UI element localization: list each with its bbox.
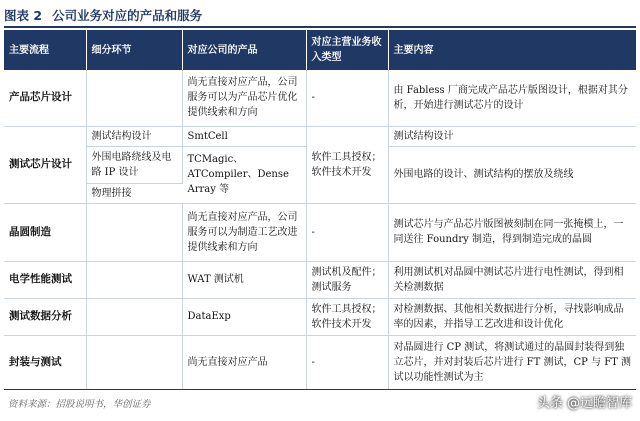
header-main-content: 主要内容 — [388, 30, 636, 70]
cell-main-content: 测试结构设计 — [388, 126, 636, 146]
cell-product: 尚无直接对应产品，公司服务可以为产品芯片优化提供线索和方向 — [182, 70, 306, 126]
source-note: 资料来源：招股说明书，华创证券 — [8, 399, 151, 410]
cell-process: 测试芯片设计 — [4, 126, 86, 203]
cell-process: 产品芯片设计 — [4, 70, 86, 126]
cell-main-content: 对检测数据、其他相关数据进行分析，寻找影响成品率的因素，并指导工艺改进和设计优化 — [388, 298, 636, 335]
cell-product: 尚无直接对应产品 — [182, 335, 306, 389]
cell-revenue-type: 测试机及配件；测试服务 — [306, 261, 388, 298]
cell-revenue-type: - — [306, 335, 388, 389]
cell-revenue-type: - — [306, 203, 388, 261]
header-product: 对应公司的产品 — [182, 30, 306, 70]
figure-title-text: 公司业务对应的产品和服务 — [52, 8, 203, 23]
cell-revenue-type: - — [306, 70, 388, 126]
cell-main-content: 外围电路的设计、测试结构的摆放及绕线 — [388, 146, 636, 203]
cell-sub-step — [86, 261, 182, 298]
cell-sub-step — [86, 203, 182, 261]
table-header-row — [4, 30, 636, 70]
cell-product: SmtCell — [182, 126, 306, 146]
table-row — [4, 126, 636, 146]
cell-main-content: 测试芯片与产品芯片版图被刻制在同一张掩模上，一同送往 Foundry 制造，得到制造完成的晶圆 — [388, 203, 636, 261]
figure-title — [4, 4, 636, 28]
table-row — [4, 298, 636, 335]
watermark: 头条 @远瞻智库 — [536, 396, 632, 411]
cell-main-content: 对晶圆进行 CP 测试，将测试通过的晶圆封装得到独立芯片，并对封装后芯片进行 FT 测试，CP 与 FT 测试以功能性测试为主 — [388, 335, 636, 389]
cell-sub-step: 外围电路绕线及电路 IP 设计 — [86, 146, 182, 183]
header-process: 主要流程 — [4, 30, 86, 70]
cell-revenue-type: 软件工具授权；软件技术开发 — [306, 298, 388, 335]
cell-sub-step — [86, 70, 182, 126]
figure-number: 图表 2 — [4, 8, 43, 23]
cell-sub-step: 测试结构设计 — [86, 126, 182, 146]
cell-sub-step: 物理拼接 — [86, 183, 182, 203]
header-sub-step: 细分环节 — [86, 30, 182, 70]
cell-sub-step — [86, 335, 182, 389]
cell-product: TCMagic、ATCompiler、Dense Array 等 — [182, 146, 306, 203]
business-product-table — [4, 30, 636, 390]
cell-main-content: 由 Fabless 厂商完成产品芯片版图设计，根据对其分析，开始进行测试芯片的设计 — [388, 70, 636, 126]
table-row — [4, 261, 636, 298]
cell-process: 封装与测试 — [4, 335, 86, 389]
table-row — [4, 335, 636, 389]
cell-product: DataExp — [182, 298, 306, 335]
header-revenue-type: 对应主营业务收入类型 — [306, 30, 388, 70]
table-row — [4, 203, 636, 261]
cell-process: 晶圆制造 — [4, 203, 86, 261]
cell-main-content: 利用测试机对晶圆中测试芯片进行电性测试，得到相关检测数据 — [388, 261, 636, 298]
cell-sub-step — [86, 298, 182, 335]
table-row — [4, 70, 636, 126]
cell-product: 尚无直接对应产品，公司服务可以为制造工艺改进提供线索和方向 — [182, 203, 306, 261]
cell-product: WAT 测试机 — [182, 261, 306, 298]
cell-process: 电学性能测试 — [4, 261, 86, 298]
cell-revenue-type: 软件工具授权；软件技术开发 — [306, 126, 388, 203]
cell-process: 测试数据分析 — [4, 298, 86, 335]
